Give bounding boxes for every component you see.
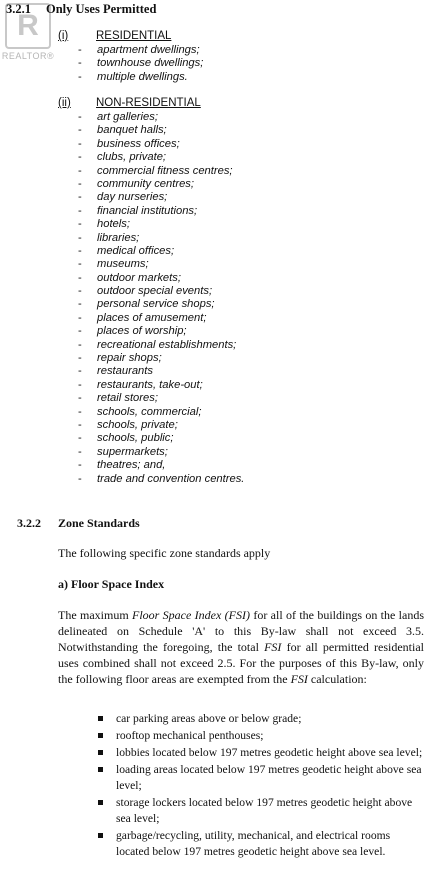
list-item: - outdoor special events; [78, 285, 213, 298]
list-item: - financial institutions; [78, 204, 198, 217]
group-roman: (i) [58, 30, 69, 42]
bullet-item: storage lockers located below 197 metres geodetic height above sea level; [98, 795, 424, 827]
group-heading-non-residential [58, 97, 201, 109]
residential-use-list [78, 44, 203, 84]
non-residential-use-list [78, 111, 244, 486]
list-item: - personal service shops; [78, 298, 215, 311]
bullet-item: lobbies located below 197 metres geodetic height above sea level; [98, 745, 424, 761]
section-heading [6, 2, 156, 17]
list-item: - repair shops; [78, 352, 162, 365]
list-item: - libraries; [78, 231, 140, 244]
list-item: - schools, private; [78, 418, 178, 431]
list-item: - restaurants [78, 365, 153, 378]
section-title: Only Uses Permitted [46, 2, 157, 16]
list-item: - theatres; and, [78, 459, 166, 472]
bullet-item: car parking areas above or below grade; [98, 711, 424, 727]
list-item: - art galleries; [78, 111, 158, 123]
list-item: - commercial fitness centres; [78, 164, 233, 177]
bullet-item: garbage/recycling, utility, mechanical, and electrical rooms located below 197 metres geodetic height above sea level. [98, 828, 424, 860]
group-roman: (ii) [58, 97, 71, 109]
zone-intro: The following specific zone standards apply [58, 546, 271, 560]
list-item: - community centres; [78, 177, 194, 190]
list-item: - banquet halls; [78, 124, 167, 137]
list-item: - supermarkets; [78, 445, 168, 458]
list-item: - apartment dwellings; [78, 44, 200, 56]
fsi-exemption-list [98, 711, 424, 861]
list-item: - restaurants, take-out; [78, 378, 203, 391]
bullet-item: rooftop mechanical penthouses; [98, 728, 424, 744]
group-title: NON-RESIDENTIAL [96, 97, 201, 109]
list-item: - clubs, private; [78, 151, 167, 164]
list-item: - places of worship; [78, 325, 187, 338]
group-title: RESIDENTIAL [96, 30, 172, 42]
realtor-watermark-text: REALTOR® [1, 51, 55, 61]
list-item: - outdoor markets; [78, 271, 181, 284]
realtor-logo-icon: R [5, 3, 51, 49]
list-item: - retail stores; [78, 392, 158, 405]
group-heading-residential [58, 30, 171, 42]
list-item: - museums; [78, 258, 149, 271]
list-item: - day nurseries; [78, 191, 168, 204]
fsi-subheading: a) Floor Space Index [58, 577, 165, 591]
list-item: - multiple dwellings. [78, 70, 188, 83]
section-number: 3.2.1 [6, 2, 31, 16]
list-item: - schools, public; [78, 432, 174, 445]
list-item: - trade and convention centres. [78, 472, 245, 485]
list-item: - places of amusement; [78, 311, 207, 324]
zone-title: Zone Standards [58, 516, 140, 530]
list-item: - medical offices; [78, 244, 175, 257]
zone-number: 3.2.2 [17, 516, 41, 530]
bullet-item: loading areas located below 197 metres geodetic height above sea level; [98, 762, 424, 794]
list-item: - hotels; [78, 218, 130, 231]
list-item: - business offices; [78, 137, 180, 150]
list-item: - recreational establishments; [78, 338, 237, 351]
zone-standards-heading [17, 516, 140, 531]
list-item: - schools, commercial; [78, 405, 202, 418]
fsi-paragraph: The maximum Floor Space Index (FSI) for all of the buildings on the lands delineated on Schedule 'A' to this By-law shall not exceed 3.5. Notwithstanding the foregoing, the total FSI for all permitted residential uses combined shall not exceed 2.5. For the purposes of this By-law, only the following floor areas are exempted from the FSI calculation: [58, 608, 425, 686]
list-item: - townhouse dwellings; [78, 57, 204, 70]
